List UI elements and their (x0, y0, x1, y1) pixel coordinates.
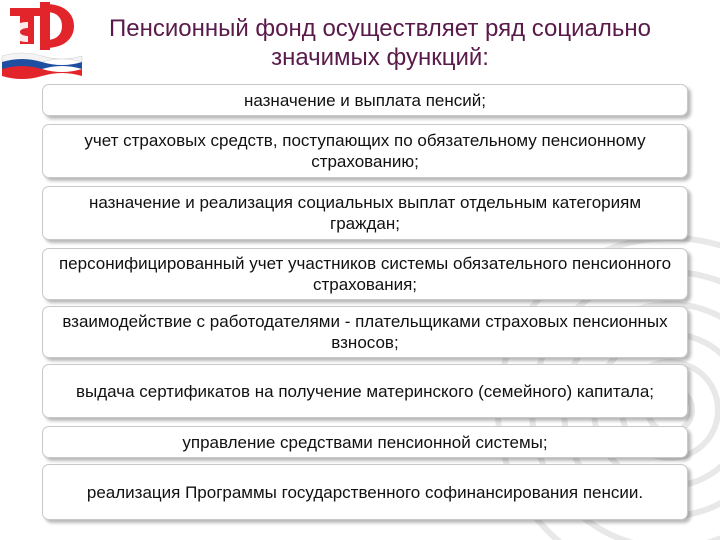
function-item-6: выдача сертификатов на получение материнского (семейного) капитала; (42, 364, 688, 418)
function-item-4: персонифицированный учет участников системы обязательного пенсионного страхования; (42, 248, 688, 300)
function-item-7: управление средствами пенсионной системы; (42, 426, 688, 458)
function-item-8: реализация Программы государственного софинансирования пенсии. (42, 464, 688, 520)
slide-title-line-1: Пенсионный фонд осуществляет ряд социально (108, 15, 651, 42)
slide-title-line-2: значимых функций: (271, 44, 489, 71)
function-item-5: взаимодействие с работодателями - плательщиками страховых пенсионных взносов; (42, 306, 688, 358)
function-item-2: учет страховых средств, поступающих по обязательному пенсионному страхованию; (42, 124, 688, 178)
function-item-1: назначение и выплата пенсий; (42, 84, 688, 116)
function-item-3: назначение и реализация социальных выплат отдельным категориям граждан; (42, 186, 688, 240)
pfr-logo-icon (0, 0, 92, 86)
